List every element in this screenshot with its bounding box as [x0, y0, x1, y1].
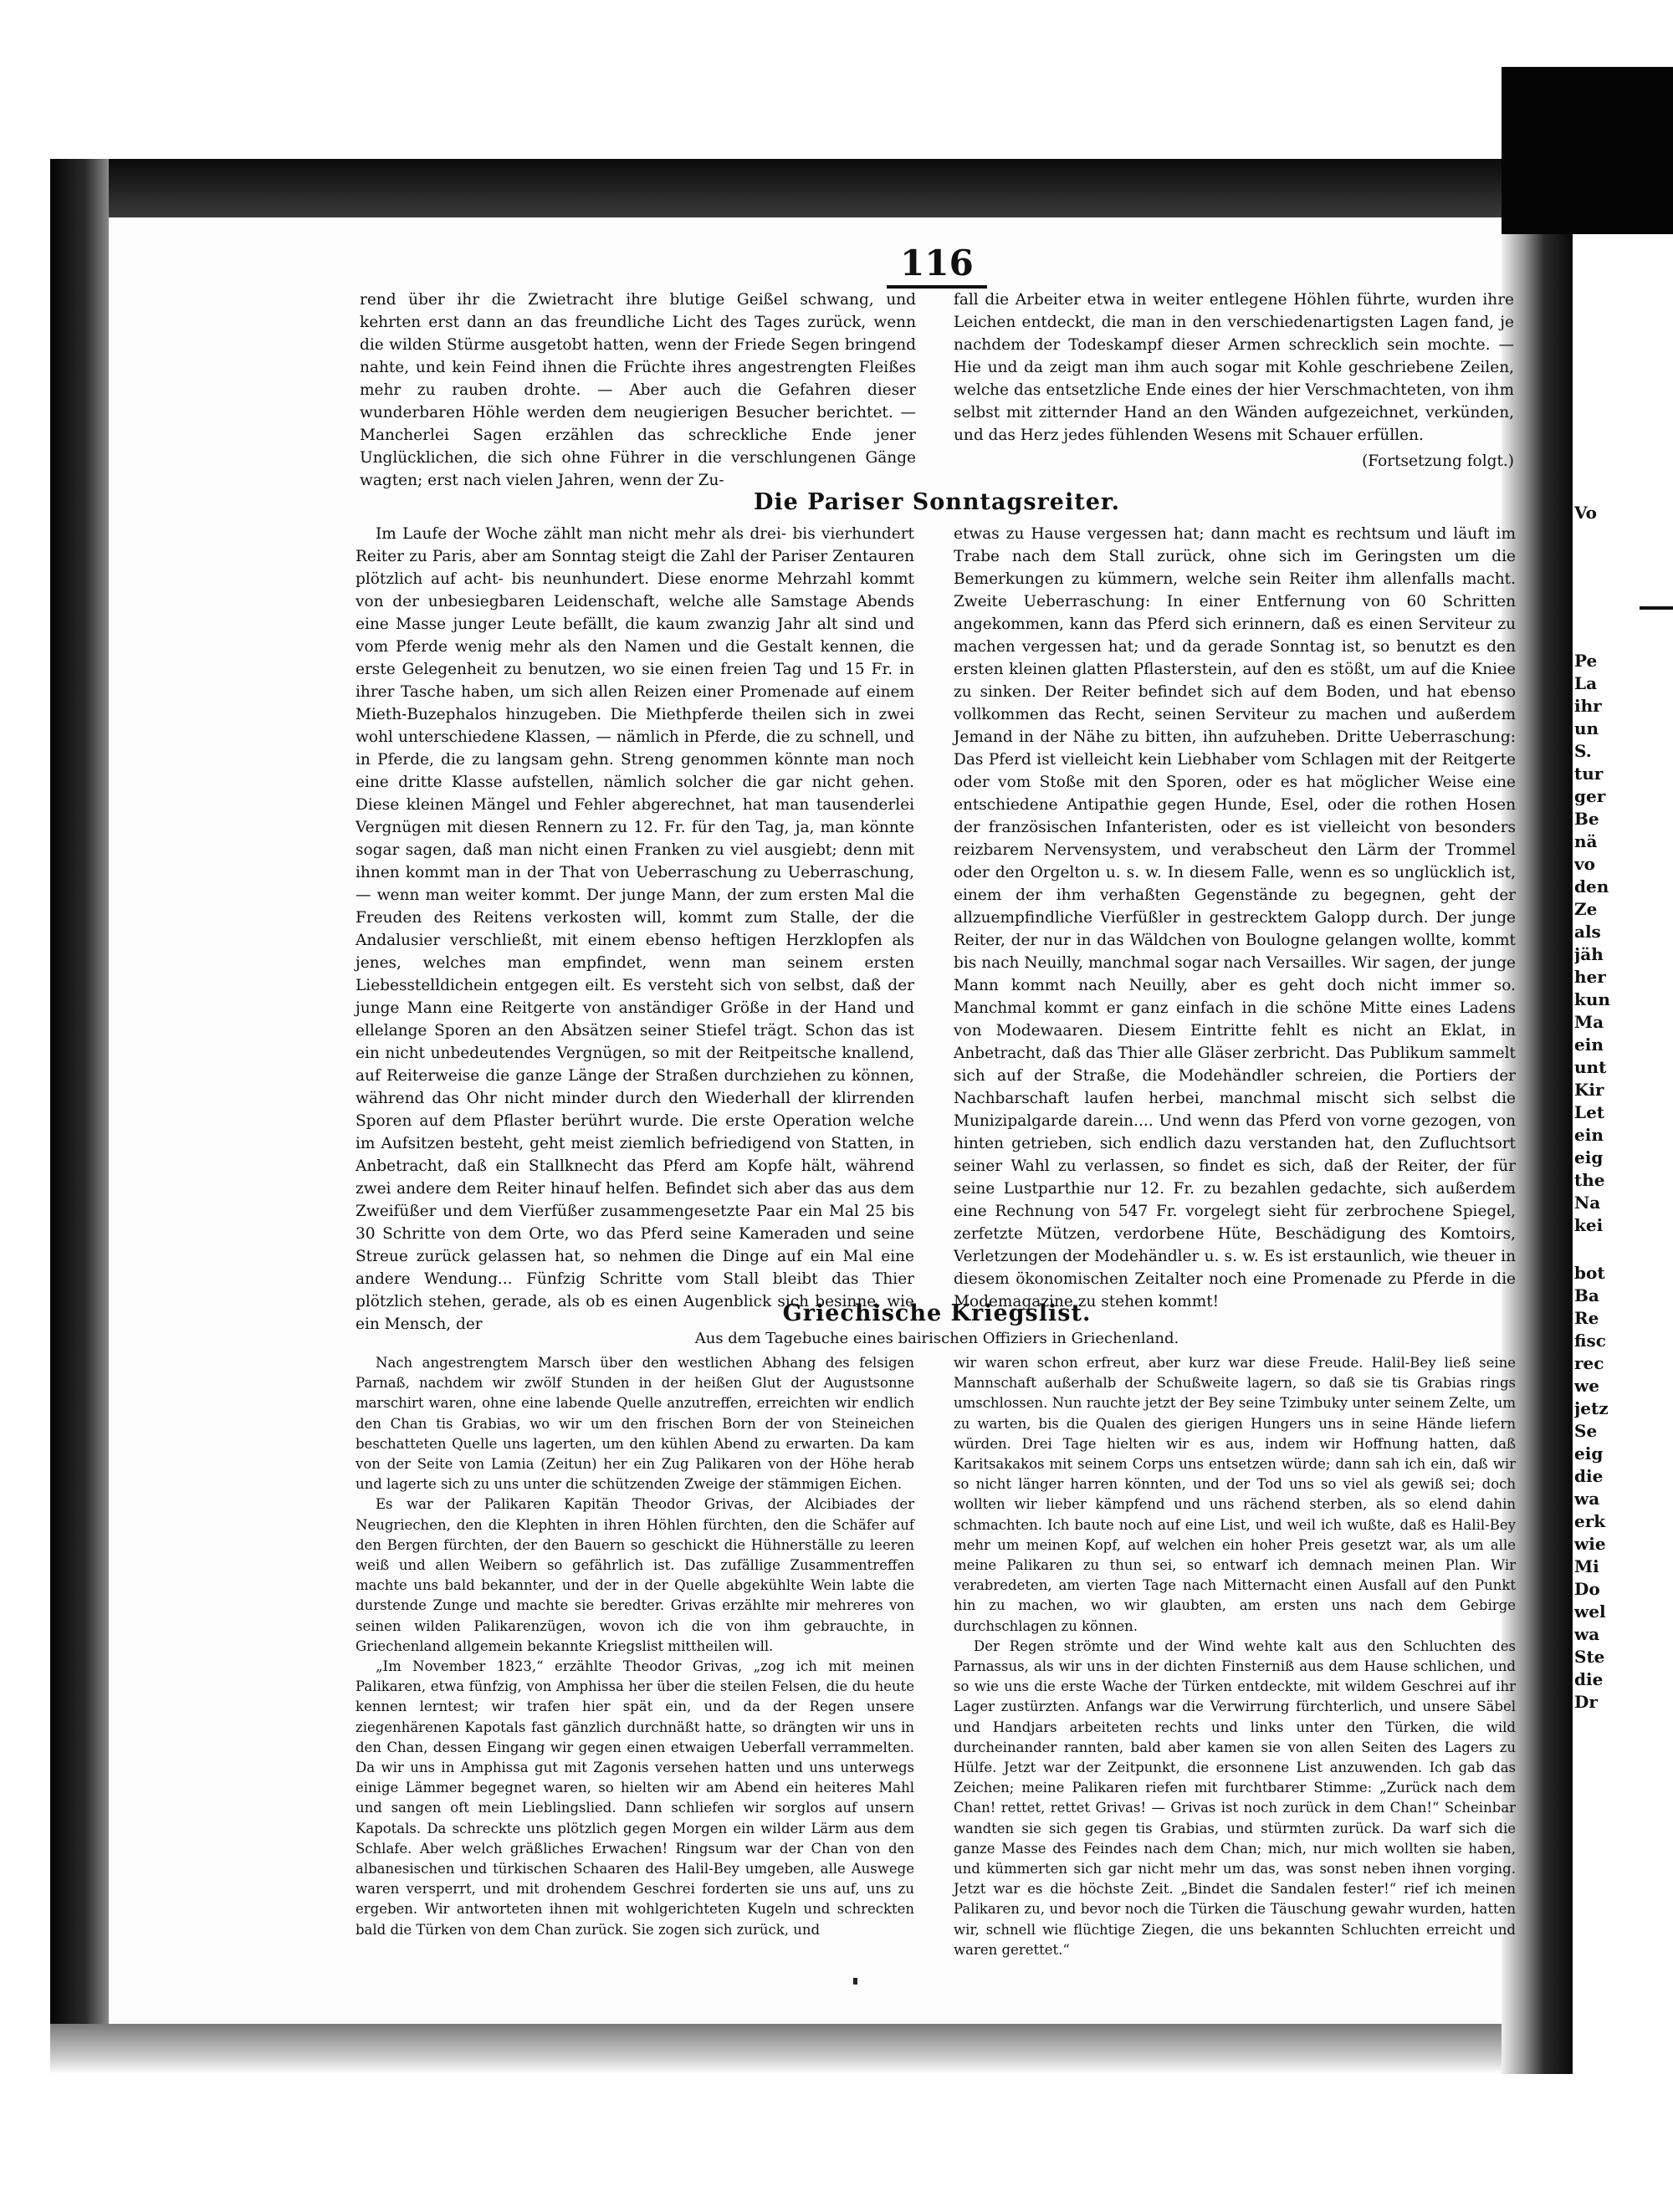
fragment-line: als: [1574, 922, 1601, 942]
fragment-line: kun: [1574, 989, 1610, 1009]
fragment-line: her: [1574, 967, 1606, 987]
article1-right-column: [954, 523, 1516, 1313]
fragment-line: S.: [1574, 741, 1592, 761]
fragment-line: Ste: [1574, 1647, 1605, 1667]
fragment-line: kei: [1574, 1215, 1604, 1235]
fragment-line: Mi: [1574, 1556, 1599, 1576]
fragment-line: fisc: [1574, 1331, 1606, 1351]
fragment-line: we: [1574, 1376, 1599, 1396]
fragment-line: Se: [1574, 1421, 1598, 1441]
fragment-line: nä: [1574, 831, 1598, 851]
fragment-line: Ba: [1574, 1285, 1599, 1305]
fragment-line: eig: [1574, 1147, 1604, 1167]
fragment-line: die: [1574, 1669, 1604, 1689]
fragment-line: Ma: [1574, 1012, 1604, 1032]
article2-left-paragraph: Es war der Palikaren Kapitän Theodor Grivas, der Alcibiades der Neugriechen, den die Klephten in ihren Höhlen fürchten, den die Schäfer auf den Bergen fürchten, der den Bauern so geschickt die Hühnerställe zu leeren weiß und allen Weibern so gefährlich ist. Das zufällige Zusammentreffen machte uns bald bekannter, und der in der Quelle abgekühlte Wein labte die durstende Zunge und machte sie beredter. Grivas erzählte mir mehreres von seinen wilden Palikarenzügen, wovon ich die von ihm gebrauchte, in Griechenland allgemein bekannte Kriegslist mittheilen will.: [356, 1496, 914, 1654]
top-section-right-column: [954, 289, 1514, 473]
fragment-line: Pe: [1574, 651, 1598, 671]
fragment-line: rec: [1574, 1353, 1604, 1373]
fragment-line: vo: [1574, 854, 1595, 874]
fragment-line: bot: [1574, 1263, 1605, 1283]
article-subtitle-kriegslist: Aus dem Tagebuche eines bairischen Offiziers in Griechenland.: [694, 1330, 1179, 1347]
article1-left-column: [356, 523, 914, 1336]
scan-corner-dark: [1502, 67, 1673, 234]
fragment-line: tur: [1574, 764, 1604, 784]
fragment-line: La: [1574, 673, 1598, 693]
top-section-left-text: rend über ihr die Zwietracht ihre blutige Geißel schwang, und kehrten erst dann an das freundliche Licht des Tages zurück, wenn die wilden Stürme ausgetobt hatten, wenn der Friede Segen bringend nahte, und kein Feind ihnen die Früchte ihres angestrengten Fleißes mehr zu rauben drohte. — Aber auch die Gefahren dieser wunderbaren Höhle werden dem neugierigen Besucher berichtet. — Mancherlei Sagen erzählen das schreckliche Ende jener Unglücklichen, die sich ohne Führer in die verschlungenen Gänge wagten; erst nach vielen Jahren, wenn der Zu-: [360, 291, 916, 489]
article2-left-column: [356, 1353, 914, 1940]
article2-right-column: [954, 1353, 1516, 1960]
fragment-line: ein: [1574, 1125, 1604, 1145]
top-section-right-text: fall die Arbeiter etwa in weiter entlegene Höhlen führte, wurden ihre Leichen entdeckt, die man in den verschiedenartigsten Lagen fand, je nachdem der Todeskampf dieser Armen schrecklich sein mochte. — Hie und da zeigt man ihm auch sogar mit Kohle geschriebene Zeilen, welche das entsetzliche Ende eines der hier Verschmachteten, von ihm selbst mit zitternder Hand an den Wänden aufgezeichnet, verkünden, und das Herz jedes fühlenden Wesens mit Schauer erfüllen.: [954, 291, 1514, 444]
ink-speck: [853, 1978, 857, 1985]
fragment-line: wa: [1574, 1489, 1600, 1509]
fragment-line: den: [1574, 876, 1609, 897]
scan-shadow-bottom: [50, 2024, 1564, 2074]
fragment-line: the: [1574, 1170, 1605, 1190]
article2-right-paragraph: Der Regen strömte und der Wind wehte kalt aus den Schluchten des Parnassus, als wir uns in der dichten Finsterniß aus dem Hause schlichen, und so wie uns die erste Wache der Türken entdeckte, mit wildem Geschrei auf ihr Lager zustürzten. Anfangs war die Verwirrung fürchterlich, und unsere Säbel und Handjars arbeiteten rechts und links unter den Türken, die wild durcheinander rannten, bald aber kamen sie von allen Seiten des Lagers zu Hülfe. Jetzt war der Zeitpunkt, die ersonnene List anzuwenden. Ich gab das Zeichen; meine Palikaren riefen mit furchtbarer Stimme: „Zurück nach dem Chan! rettet, rettet Grivas! — Grivas ist noch zurück in dem Chan!“ Scheinbar wandten sie sich gegen tis Grabias, und stürmten zurück. Da warf sich die ganze Masse des Feindes nach dem Chan; mich, nur mich wollten sie haben, und kümmerten sich gar nicht mehr um das, was sonst neben ihnen vorging. Jetzt war es die höchste Zeit. „Bindet die Sandalen fester!“ rief ich meinen Palikaren zu, und bevor noch die Türken die Täuschung gewahr wurden, hatten wir, schnell wie flüchtige Ziegen, die uns bekannten Schluchten erreicht und waren gerettet.“: [954, 1637, 1516, 1958]
article1-left-text: Im Laufe der Woche zählt man nicht mehr als drei- bis vierhundert Reiter zu Paris, aber am Sonntag steigt die Zahl der Pariser Zentauren plötzlich auf acht- bis neunhundert. Diese enorme Mehrzahl kommt von der unbesiegbaren Leidenschaft, welche alle Samstage Abends eine Masse junger Leute befällt, die kaum zwanzig Jahr alt sind und vom Pferde wenig mehr als den Namen und die Gestalt kennen, die erste Gelegenheit zu benutzen, wo sie einen freien Tag und 15 Fr. in ihrer Tasche haben, um sich allen Reizen einer Promenade auf einem Mieth-Buzephalos hinzugeben. Die Miethpferde theilen sich in zwei wohl unterschiedene Klassen, — nämlich in Pferde, die zu schnell, und in Pferde, die zu langsam gehn. Streng genommen könnte man noch eine dritte Klasse aufstellen, nämlich solcher die gar nicht gehen. Diese kleinen Mängel und Fehler abgerechnet, hat man tausenderlei Vergnügen mit diesen Rennern zu 12. Fr. für den Tag, ja, man könnte sogar sagen, daß man nicht einen Franken zu viel ausgiebt; denn mit ihnen kommt man in der That von Ueberraschung zu Ueberraschung, — wenn man weiter kommt. Der junge Mann, der zum ersten Mal die Freuden des Reitens verkosten will, kommt zum Stalle, der die Andalusier verschließt, mit einem ebenso heftigen Herzklopfen als jenes, welches man empfindet, wenn man seinem ersten Liebesstelldichein entgegen eilt. Es versteht sich von selbst, daß der junge Mann eine Reitgerte von anständiger Größe in der Hand und ellelange Sporen an den Absätzen seiner Stiefel trägt. Schon das ist ein nicht unbedeutendes Vergnügen, so mit der Reitpeitsche knallend, auf Reiterweise die ganze Länge der Straßen durchziehen zu können, während das Ohr nicht minder durch den Wiederhall der klirrenden Sporen auf dem Pflaster berührt wurde. Die erste Operation welche im Aufsitzen besteht, geht meist ziemlich befriedigend von Statten, in Anbetracht, daß ein Stallknecht das Pferd am Kopfe hält, während zwei andere dem Reiter hinauf helfen. Befindet sich aber das aus dem Zweifüßer und dem Vierfüßer zusammengesetzte Paar ein Mal 25 bis 30 Schritte von dem Orte, wo das Pferd seine Kameraden und seine Streue zurück gelassen hat, so nehmen die Dinge auf ein Mal eine andere Wendung... Fünfzig Schritte vom Stall bleibt das Thier plötzlich stehen, gerade, als ob es einen Augenblick sich besinne, wie ein Mensch, der: [356, 525, 914, 1333]
fragment-line: Be: [1574, 809, 1599, 829]
fragment-line: jetz: [1574, 1398, 1609, 1418]
fragment-line: ihr: [1574, 696, 1602, 716]
fragment-line: wie: [1574, 1534, 1606, 1554]
fragment-line: Vo: [1574, 503, 1598, 523]
fragment-line: jäh: [1574, 944, 1604, 964]
article-title-sonntagsreiter: Die Pariser Sonntagsreiter.: [753, 489, 1121, 515]
fragment-line: Let: [1574, 1102, 1605, 1122]
top-section-left-column: [360, 289, 916, 492]
fragment-line: un: [1574, 718, 1599, 738]
fragment-line: die: [1574, 1466, 1604, 1486]
fragment-line: Kir: [1574, 1080, 1604, 1100]
page-number: 116: [887, 243, 987, 289]
fragment-line: Dr: [1574, 1692, 1598, 1712]
fragment-line: unt: [1574, 1057, 1607, 1077]
continuation-note: (Fortsetzung folgt.): [1362, 452, 1514, 470]
fragment-line: Do: [1574, 1579, 1600, 1599]
fragment-line: eig: [1574, 1443, 1604, 1464]
scan-shadow-left: [50, 159, 109, 2049]
scan-shadow-top: [50, 159, 1656, 217]
article2-left-paragraph: Nach angestrengtem Marsch über den westlichen Abhang des felsigen Parnaß, nachdem wir zwölf Stunden in der heißen Glut der Augustsonne marschirt waren, ohne eine labende Quelle anzutreffen, erreichten wir endlich den Chan tis Grabias, wo wir um den frischen Born der von Steineichen beschatteten Quelle uns lagerten, um den kühlen Abend zu erwarten. Da kam von der Seite von Lamia (Zeitun) her ein Zug Palikaren von der Höhe herab und lagerte sich zu uns unter die schützenden Zweige der stämmigen Eichen.: [356, 1355, 914, 1493]
article1-right-text: etwas zu Hause vergessen hat; dann macht es rechtsum und läuft im Trabe nach dem Stall zurück, ohne sich im Geringsten um die Bemerkungen zu kümmern, welche sein Reiter ihm allenfalls macht. Zweite Ueberraschung: In einer Entfernung von 60 Schritten angekommen, kann das Pferd sich erinnern, daß es einen Serviteur zu machen vergessen hat; und da gerade Sonntag ist, so benutzt es den ersten kleinen glatten Pflasterstein, auf den es stößt, um auf die Kniee zu sinken. Der Reiter befindet sich auf dem Boden, und hat ebenso vollkommen das Recht, seinen Serviteur zu machen und außerdem Jemand in der Nähe zu bitten, ihn aufzuheben. Dritte Ueberraschung: Das Pferd ist vielleicht kein Liebhaber vom Schlagen mit der Reitgerte oder vom Stoße mit den Sporen, oder es hat möglicher Weise eine entschiedene Antipathie gegen Hunde, Esel, oder die rothen Hosen der französischen Infanteristen, oder es ist vielleicht von besonders reizbarem Nervensystem, und verabscheut den Lärm der Trommel oder den Orgelton u. s. w. In diesem Falle, wenn es so unglücklich ist, einem der ihm verhaßten Gegenstände zu begegnen, geht der allzuempfindliche Vierfüßler in gestrecktem Galopp durch. Der junge Reiter, der nur in das Wäldchen von Boulogne gelangen wollte, kommt bis nach Neuilly, manchmal sogar nach Versailles. Wir sagen, der junge Mann kommt nach Neuilly, aber es geht doch nicht immer so. Manchmal kommt er ganz einfach in die schöne Mitte eines Ladens von Modewaaren. Diesem Eintritte fehlt es nicht an Eklat, in Anbetracht, daß das Thier alle Gläser zerbricht. Das Publikum sammelt sich auf der Straße, die Modehändler schreien, die Portiers der Nachbarschaft laufen herbei, manchmal mischt sich selbst die Munizipalgarde darein.... Und wenn das Pferd von vorne gezogen, von hinten getrieben, sich endlich dazu verstanden hat, den Zufluchtsort seiner Wahl zu verlassen, so findet es sich, daß der Reiter, der für seine Lustparthie nur 12. Fr. zu bezahlen gedachte, sich außerdem eine Rechnung von 547 Fr. vorgelegt sieht für zerbrochene Spiegel, zerfetzte Mützen, verdorbene Hüte, Beschädigung des Komtoirs, Verletzungen der Modehändler u. s. w. Es ist erstaunlich, wie theuer in diesem ökonomischen Zeitalter noch eine Promenade zu Pferde in die Modemagazine zu stehen kommt!: [954, 525, 1516, 1310]
article-title-kriegslist: Griechische Kriegslist.: [782, 1300, 1092, 1326]
fragment-line: Na: [1574, 1193, 1601, 1213]
adjacent-page-fragment: [1574, 502, 1673, 1714]
article2-left-paragraph: „Im November 1823,“ erzählte Theodor Grivas, „zog ich mit meinen Palikaren, etwa fünfzig, von Amphissa her über die steilen Felsen, die du heute kennen lerntest; wir trafen hier spät ein, und da der Regen unsere ziegenhärenen Kapotals fast gänzlich durchnäßt hatte, so drängten wir uns in den Chan, dessen Eingang wir gegen einen etwaigen Ueberfall verrammelten. Da wir uns in Amphissa gut mit Zagonis versehen hatten und uns unterwegs einige Lämmer begegnet waren, so hielten wir am Abend ein heiteres Mahl und sangen oft mein Lieblingslied. Dann schliefen wir sorglos auf unsern Kapotals. Da schreckte uns plötzlich gegen Morgen ein wilder Lärm aus dem Schlafe. Aber welch gräßliches Erwachen! Ringsum war der Chan von den albanesischen und türkischen Schaaren des Halil-Bey umgeben, alle Auswege waren versperrt, und mit drohendem Geschrei forderten sie uns auf, uns zu ergeben. Wir antworteten ihnen mit wohlgerichteten Kugeln und schreckten bald die Türken von dem Chan zurück. Sie zogen sich zurück, und: [356, 1658, 914, 1938]
fragment-line: erk: [1574, 1511, 1606, 1531]
fragment-line: wel: [1574, 1602, 1606, 1622]
fragment-line: wa: [1574, 1624, 1600, 1644]
article2-right-paragraph: wir waren schon erfreut, aber kurz war diese Freude. Halil-Bey ließ seine Mannschaft außerhalb der Schußweite lagern, so daß sie tis Grabias rings umschlossen. Nun rauchte jetzt der Bey seine Tzimbuky unter seinem Zelte, um zu warten, bis die Qualen des gierigen Hungers uns in seine Hände liefern würden. Drei Tage hielten wir es aus, indem wir Hoffnung hatten, daß Karitsakakos mit seinem Corps uns entsetzen würde; dann sah ich ein, daß wir so nicht länger harren könnten, und der Tod uns so viel als gewiß sei; doch wollten wir lieber kämpfend und uns rächend sterben, als so elend dahin schmachten. Ich baute noch auf eine List, und weil ich wußte, daß es Halil-Bey mehr um meinen Kopf, auf welchen ein hoher Preis gesetzt war, als um alle meine Palikaren zu thun sei, so entwarf ich demnach meinen Plan. Wir verabredeten, am vierten Tage nach Mitternacht einen Ausfall auf den Punkt hin zu machen, wo wir glaubten, am ersten uns nach dem Gebirge durchschlagen zu können.: [954, 1355, 1516, 1634]
fragment-line: Ze: [1574, 899, 1598, 919]
fragment-line: ger: [1574, 786, 1606, 806]
fragment-line: Re: [1574, 1308, 1599, 1328]
fragment-line: ein: [1574, 1034, 1604, 1055]
